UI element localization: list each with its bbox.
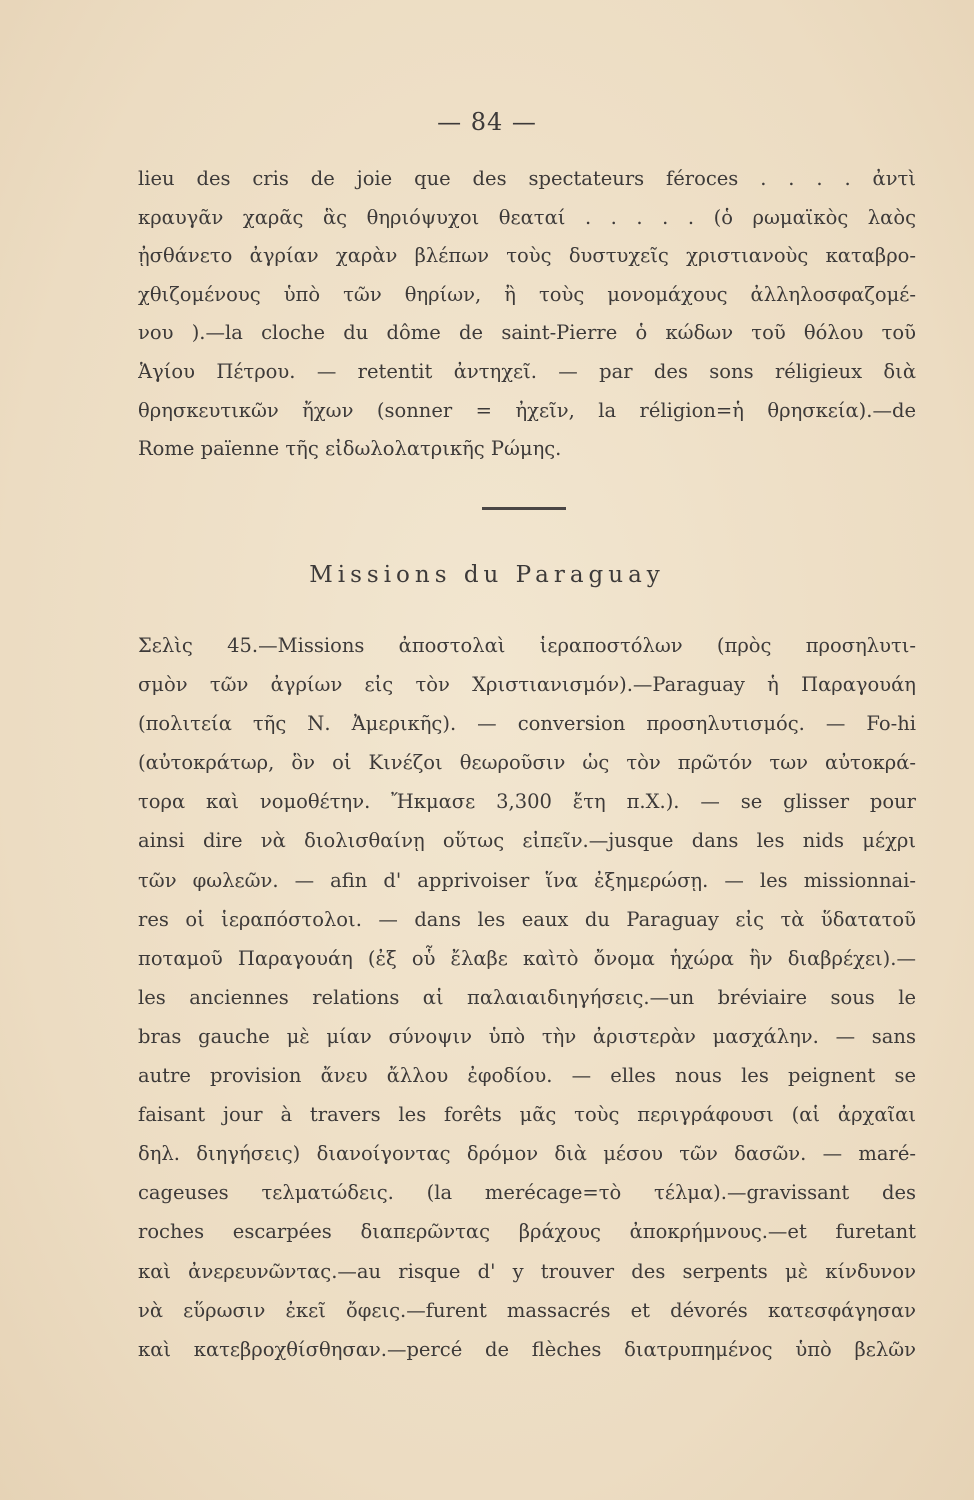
text-line: σμὸν τῶν ἀγρίων εἰς τὸν Χριστιανισμόν).—Paraguay ἡ Παραγουάη	[138, 673, 916, 697]
text-line: roches escarpées διαπερῶντας βράχους ἀποκρήμνους.—et furetant	[138, 1220, 916, 1244]
text-line: lieu des cris de joie que des spectateurs féroces . . . . ἀντὶ	[138, 167, 916, 190]
text-line: ᾐσθάνετο ἀγρίαν χαρὰν βλέπων τοὺς δυστυχεῖς χριστιανοὺς καταβρο-	[138, 244, 916, 268]
text-line: faisant jour à travers les forêts μᾶς τοὺς περιγράφουσι (αἱ ἀρχαῖαι	[138, 1103, 916, 1127]
text-line: τῶν φωλεῶν. — afin d' apprivoiser ἵνα ἐξημερώσῃ. — les missionnai-	[138, 868, 916, 892]
glossary-block-main	[138, 626, 916, 1369]
page-number: — 84 —	[437, 108, 537, 136]
text-line: Σελὶς 45.—Missions ἀποστολαὶ ἱεραποστόλων (πρὸς προσηλυτι-	[138, 634, 916, 657]
text-line: ainsi dire νὰ διολισθαίνῃ οὕτως εἰπεῖν.—jusque dans les nids μέχρι	[138, 829, 916, 853]
glossary-block-top	[138, 160, 916, 469]
text-line: δηλ. διηγήσεις) διανοίγοντας δρόμον διὰ μέσου τῶν δασῶν. — maré-	[138, 1142, 916, 1166]
text-line: καὶ ἀνερευνῶντας.—au risque d' y trouver des serpents μὲ κίνδυνον	[138, 1259, 916, 1283]
section-divider	[482, 507, 566, 510]
text-line: καὶ κατεβροχθίσθησαν.—percé de flèches διατρυπημένος ὑπὸ βελῶν	[138, 1337, 916, 1361]
text-line: νὰ εὕρωσιν ἐκεῖ ὄφεις.—furent massacrés et dévorés κατεσφάγησαν	[138, 1298, 916, 1322]
text-line: νου ).—la cloche du dôme de saint-Pierre ὁ κώδων τοῦ θόλου τοῦ	[138, 321, 916, 345]
text-line: (πολιτεία τῆς Ν. Ἀμερικῆς). — conversion προσηλυτισμός. — Fo-hi	[138, 712, 916, 736]
text-line: ποταμοῦ Παραγουάη (ἐξ οὗ ἔλαβε καὶτὸ ὄνομα ἡχώρα ἣν διαβρέχει).—	[138, 946, 916, 970]
text-line: cageuses τελματώδεις. (la merécage=τὸ τέλμα).—gravissant des	[138, 1181, 916, 1205]
text-line: Ἁγίου Πέτρου. — retentit ἀντηχεῖ. — par des sons réligieux διὰ	[138, 359, 916, 383]
text-line: τορα καὶ νομοθέτην. Ἤκμασε 3,300 ἔτη π.Χ.). — se glisser pour	[138, 790, 916, 814]
section-title: Missions du Paraguay	[309, 562, 665, 588]
text-line: les anciennes relations αἱ παλαιαιδιηγήσεις.—un bréviaire sous le	[138, 985, 916, 1009]
text-line: θρησκευτικῶν ἤχων (sonner = ἠχεῖν, la réligion=ἡ θρησκεία).—de	[138, 398, 916, 422]
text-line: bras gauche μὲ μίαν σύνοψιν ὑπὸ τὴν ἀριστερὰν μασχάλην. — sans	[138, 1024, 916, 1048]
text-line: κραυγᾶν χαρᾶς ἃς θηριόψυχοι θεαταί . . . . . (ὁ ρωμαϊκὸς λαὸς	[138, 205, 916, 229]
text-line-last: Rome païenne τῆς εἰδωλολατρικῆς Ρώμης.	[138, 437, 562, 461]
text-line: autre provision ἄνευ ἄλλου ἐφοδίου. — elles nous les peignent se	[138, 1064, 916, 1088]
text-line: res οἱ ἱεραπόστολοι. — dans les eaux du Paraguay εἰς τὰ ὕδατατοῦ	[138, 907, 916, 931]
text-line: (αὐτοκράτωρ, ὃν οἱ Κινέζοι θεωροῦσιν ὡς τὸν πρῶτόν των αὐτοκρά-	[138, 751, 916, 775]
text-line: χθιζομένους ὑπὸ τῶν θηρίων, ἢ τοὺς μονομάχους ἀλληλοσφαζομέ-	[138, 282, 916, 306]
